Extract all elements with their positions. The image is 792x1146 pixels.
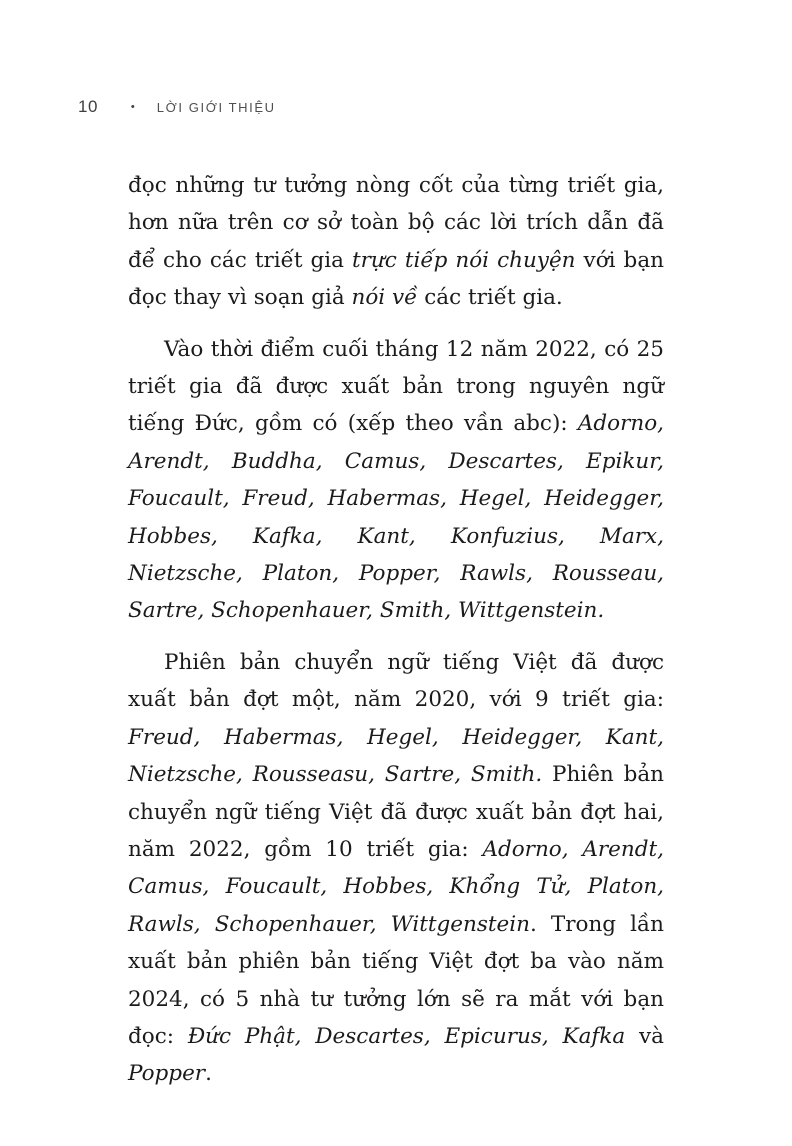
emphasis-text: Adorno, Arendt, Camus, Foucault, Hobbes, Khổng Tử, Platon, Rawls, Schopenhauer, Wittgenstein	[128, 836, 664, 937]
body-run: các triết gia.	[417, 285, 563, 311]
emphasis-text: Đức Phật, Descartes, Epicurus, Kafka	[187, 1023, 626, 1049]
body-run: Phiên bản chuyển ngữ tiếng Việt đã được xuất bản đợt hai, năm 2022, gồm 10 triết gia:	[128, 762, 665, 862]
running-title: LỜI GIỚI THIỆU	[156, 99, 276, 115]
emphasis-text: trực tiếp nói chuyện	[352, 247, 576, 273]
body-run: .	[205, 1061, 212, 1087]
emphasis-text: Adorno, Arendt, Buddha, Camus, Descartes, Epikur, Foucault, Freud, Habermas, Hegel, Heidegger, Hobbes, Kafka, Kant, Konfuzius, Marx, Nietzsche, Platon, Popper, Rawls, Rousseau, Sartre, Schopenhauer, Smith, Wittgenstein.	[128, 411, 664, 624]
body-run: và	[625, 1023, 664, 1049]
running-head	[78, 97, 276, 117]
body-run: Vào thời điểm cuối tháng 12 năm 2022, có 25 triết gia đã được xuất bản trong nguyên ngữ tiếng Đức, gồm có (xếp theo vần abc):	[128, 336, 664, 437]
emphasis-text: nói về	[351, 285, 418, 311]
page-number: 10	[78, 97, 98, 116]
body-run: . Trong lần xuất bản phiên bản tiếng Việt đợt ba vào năm 2024, có 5 nhà tư tưởng lớn sẽ ra mắt với bạn đọc:	[128, 911, 665, 1049]
paragraph	[128, 167, 664, 317]
body-run: đọc những tư tưởng nòng cốt của từng triết gia, hơn nữa trên cơ sở toàn bộ các lời trích dẫn đã để cho các triết gia	[128, 173, 664, 273]
bullet-separator-icon: •	[130, 101, 135, 113]
paragraph	[128, 644, 664, 1093]
paragraph	[128, 331, 664, 630]
body-run: Phiên bản chuyển ngữ tiếng Việt đã được xuất bản đợt một, năm 2020, với 9 triết gia:	[128, 649, 664, 713]
emphasis-text: Popper	[128, 1061, 206, 1087]
emphasis-text: Freud, Habermas, Hegel, Heidegger, Kant, Nietzsche, Rousseasu, Sartre, Smith.	[128, 724, 664, 788]
body-text	[128, 167, 664, 1107]
body-run: với bạn đọc thay vì soạn giả	[128, 247, 664, 311]
